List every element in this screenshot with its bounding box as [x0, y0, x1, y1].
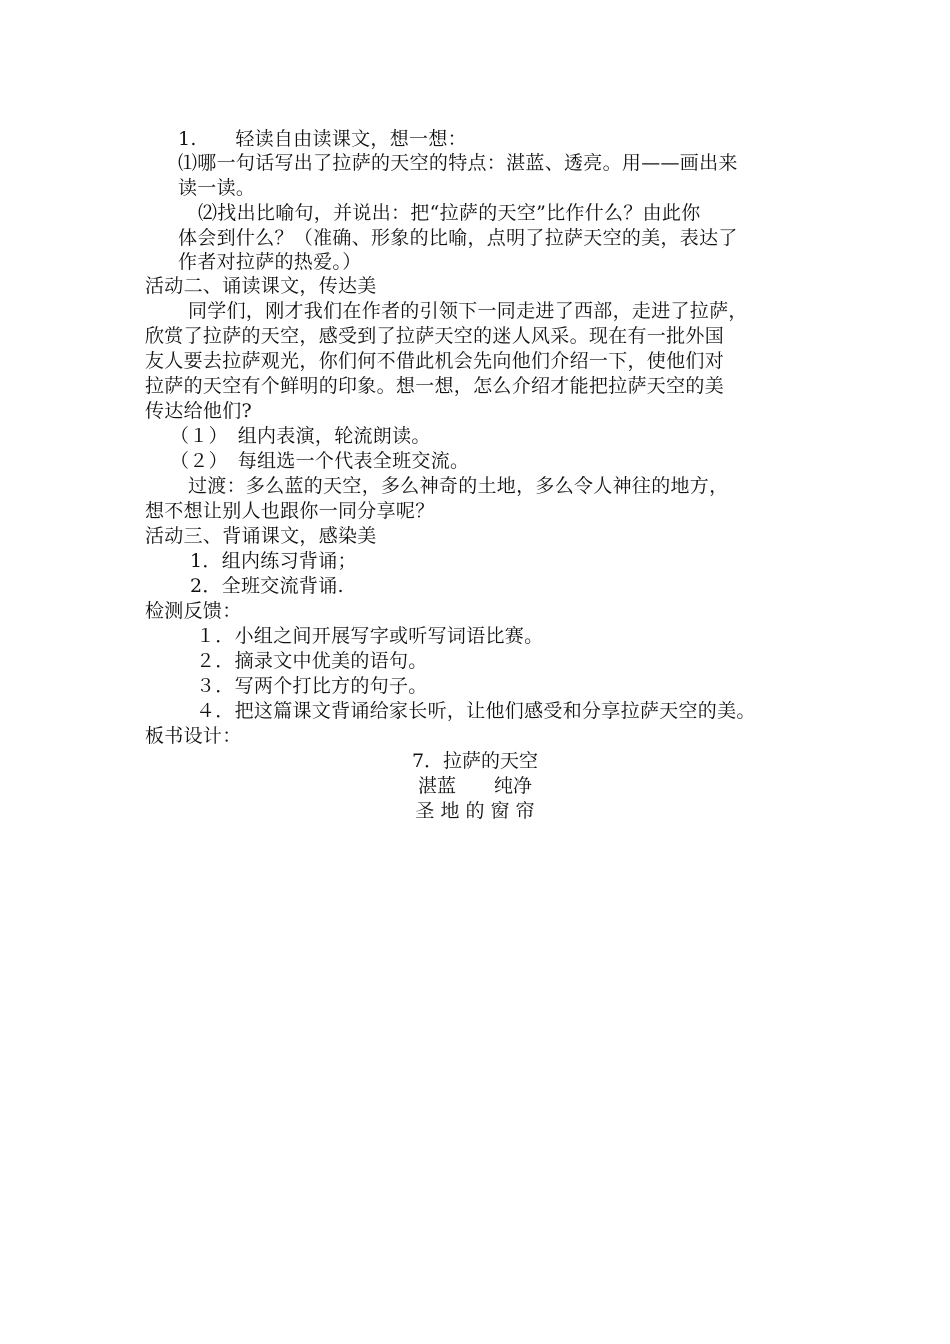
section-heading: 活动二、诵读课文，传达美	[145, 275, 377, 297]
text-line: 1．组内练习背诵；	[190, 550, 357, 572]
text-line: ４．把这篇课文背诵给家长听，让他们感受和分享拉萨天空的美。	[196, 700, 756, 722]
text-line: 体会到什么？（准确、形象的比喻，点明了拉萨天空的美，表达了	[178, 227, 738, 249]
board-row: 圣 地 的 窗 帘	[415, 800, 535, 822]
text-line: ２．摘录文中优美的语句。	[196, 650, 428, 672]
text-line: （１） 组内表演，轮流朗读。	[170, 425, 431, 447]
text-line: （２） 每组选一个代表全班交流。	[170, 450, 470, 472]
text-line: 拉萨的天空有个鲜明的印象。想一想，怎么介绍才能把拉萨天空的美	[145, 375, 725, 397]
text-line: 过渡：多么蓝的天空，多么神奇的土地，多么令人神往的地方，	[188, 475, 729, 497]
board-row: 湛蓝 纯净	[417, 775, 532, 797]
text-line: ３．写两个打比方的句子。	[196, 675, 428, 697]
text-line: ⑵找出比喻句，并说出：把“拉萨的天空”比作什么？由此你	[198, 202, 701, 224]
text-line: １．小组之间开展写字或听写词语比赛。	[196, 625, 544, 647]
text-line: 欣赏了拉萨的天空，感受到了拉萨天空的迷人风采。现在有一批外国	[145, 325, 725, 347]
section-heading: 检测反馈：	[145, 600, 242, 622]
text-line: 友人要去拉萨观光，你们何不借此机会先向他们介绍一下，使他们对	[145, 350, 725, 372]
section-heading: 板书设计：	[145, 725, 242, 747]
text-line: 1. 轻读自由读课文，想一想：	[178, 128, 467, 150]
text-line: 想不想让别人也跟你一同分享呢？	[145, 500, 435, 522]
text-line: 同学们，刚才我们在作者的引领下一同走进了西部，走进了拉萨，	[188, 300, 748, 322]
text-line: 作者对拉萨的热爱。）	[178, 251, 362, 273]
text-line: ⑴哪一句话写出了拉萨的天空的特点：湛蓝、透亮。用——画出来	[178, 152, 738, 174]
text-line: 读一读。	[178, 177, 256, 199]
text-line: 传达给他们?	[145, 400, 252, 422]
text-line: 2．全班交流背诵.	[190, 575, 344, 597]
board-title: 7．拉萨的天空	[411, 750, 539, 772]
section-heading: 活动三、背诵课文，感染美	[145, 525, 377, 547]
